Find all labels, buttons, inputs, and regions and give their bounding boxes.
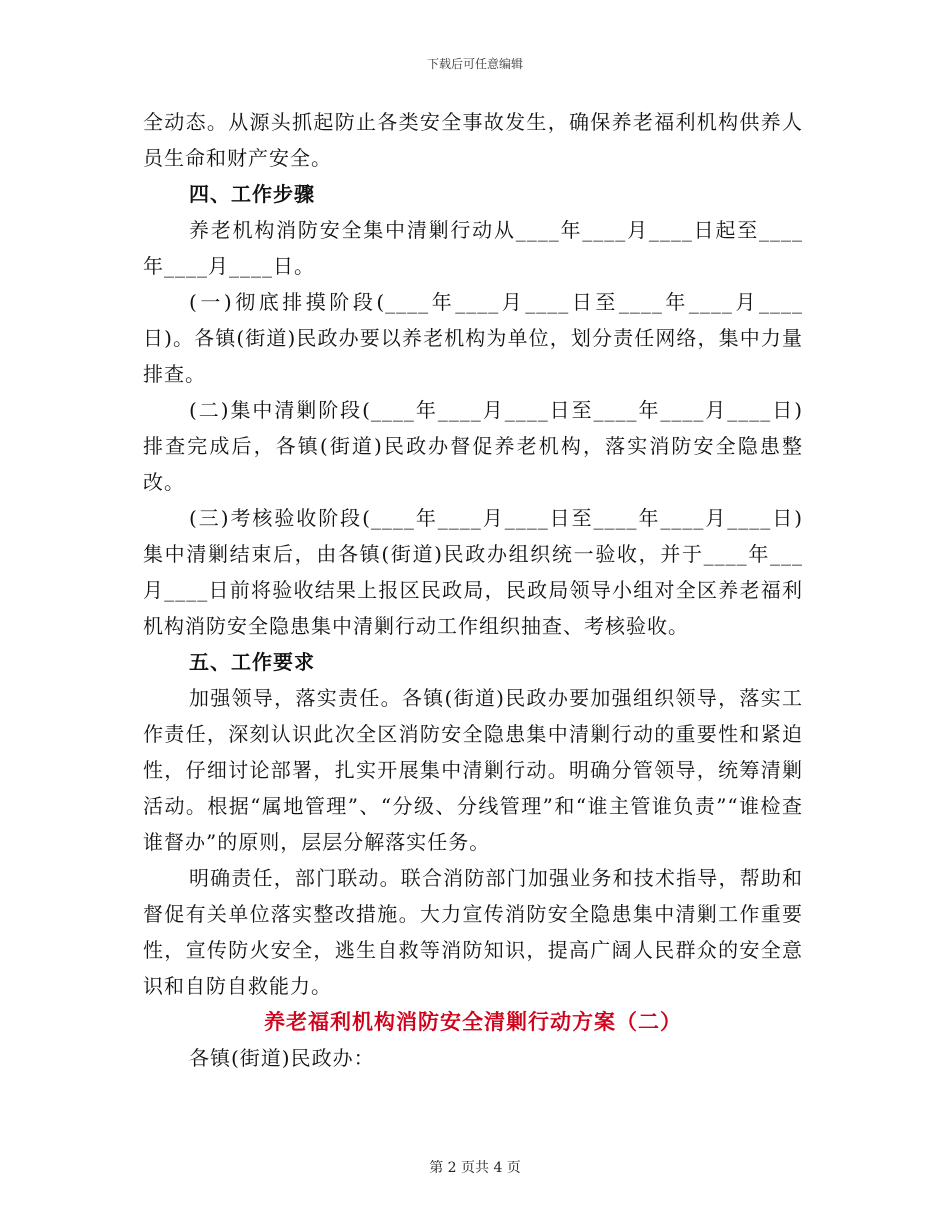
paragraph-responsibility: 明确责任，部门联动。联合消防部门加强业务和技术指导，帮助和督促有关单位落实整改措施。大力宣传消防安全隐患集中清剿工作重要性，宣传防火安全，逃生自救等消防知识，提高广阔人民群众的安全意识和自防自救能力。 [143,866,803,998]
paragraph-schedule: 养老机构消防安全集中清剿行动从____年____月____日起至____年____月____日。 [143,218,803,278]
section-heading-requirements: 五、工作要求 [189,650,315,674]
page-footer: 第 2 页共 4 页 [429,1160,521,1176]
section-heading-steps: 四、工作步骤 [189,182,315,206]
document-title: 养老福利机构消防安全清剿行动方案（二） [264,1009,682,1034]
paragraph-leadership: 加强领导，落实责任。各镇(街道)民政办要加强组织领导，落实工作责任，深刻认识此次全区消防安全隐患集中清剿行动的重要性和紧迫性，仔细讨论部署，扎实开展集中清剿行动。明确分管领导，统筹清剿活动。根据“属地管理”、“分级、分线管理”和“谁主管谁负责”“谁检查谁督办”的原则，层层分解落实任务。 [143,686,803,854]
paragraph-stage-1: (一)彻底排摸阶段(____年____月____日至____年____月____日)。各镇(街道)民政办要以养老机构为单位，划分责任网络，集中力量排查。 [143,290,803,386]
document-body [143,104,803,1076]
paragraph-stage-3: (三)考核验收阶段(____年____月____日至____年____月____日)集中清剿结束后，由各镇(街道)民政办组织统一验收，并于____年___月____日前将验收结果上报区民政局，民政局领导小组对全区养老福利机构消防安全隐患集中清剿行动工作组织抽查、考核验收。 [143,506,803,638]
paragraph-stage-2: (二)集中清剿阶段(____年____月____日至____年____月____日)排查完成后，各镇(街道)民政办督促养老机构，落实消防安全隐患整改。 [143,398,803,494]
page-header: 下载后可任意编辑 [426,57,523,71]
paragraph-intro: 全动态。从源头抓起防止各类安全事故发生，确保养老福利机构供养人员生命和财产安全。 [143,110,803,170]
paragraph-salutation: 各镇(街道)民政办： [189,1046,375,1070]
